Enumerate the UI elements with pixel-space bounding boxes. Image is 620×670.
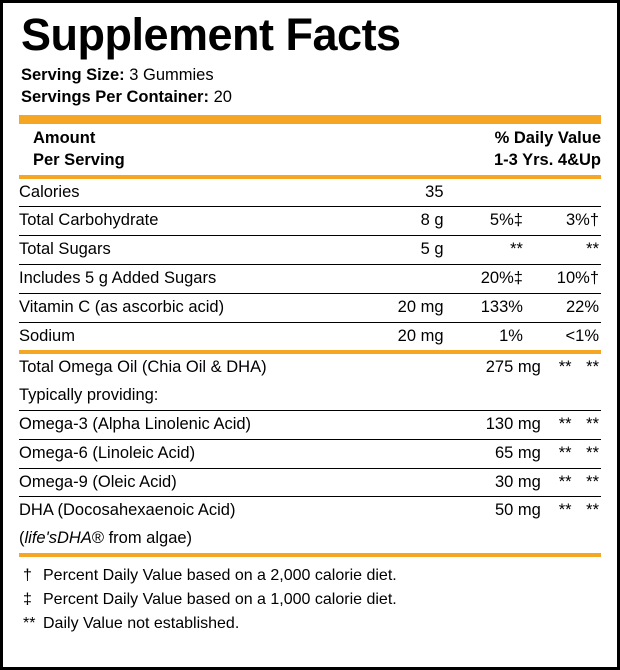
nutrient-dv2: ** [586,472,599,491]
footnote-symbol: ‡ [23,591,32,609]
footnote-item [23,588,601,612]
nutrient-name: Total Carbohydrate [19,211,159,230]
nutrient-amount: 20 mg [397,326,444,345]
dha-source-prefix: ( [19,529,25,548]
nutrient-dv1: ** [558,415,572,434]
serving-size-label: Serving Size: [21,66,125,85]
table-header-row [19,124,601,174]
table-row [19,265,601,293]
dha-source-note [19,525,601,553]
servings-per-container-line [21,86,601,108]
servings-per-container-value: 20 [213,88,232,107]
nutrient-dv2: <1% [565,326,599,345]
table-row [19,294,601,322]
nutrient-dv1: 1% [499,326,523,345]
table-row [19,411,601,439]
nutrient-amount: 50 mg [494,501,541,520]
nutrition-table [19,124,601,174]
nutrient-dv2: 10%† [556,269,599,288]
nutrient-dv2: ** [586,240,599,259]
dha-source-suffix: ® from algae) [91,529,193,548]
table-row [19,323,601,351]
nutrient-amount [363,265,450,293]
nutrient-dv2: ** [586,501,599,520]
divider-thick-top [19,115,601,124]
panel-inner [3,3,617,636]
footnote-item [23,612,601,636]
nutrient-amount [442,382,546,410]
nutrient-rows-table [19,179,601,351]
servings-per-container-label: Servings Per Container: [21,88,209,107]
nutrient-amount: 130 mg [485,415,541,434]
table-row [19,440,601,468]
nutrient-amount: 5 g [420,240,444,259]
nutrient-dv1: ** [510,240,523,259]
nutrient-dv2: 22% [565,297,599,316]
nutrient-dv1: ** [558,443,572,462]
omega-rows-body [19,354,601,553]
nutrient-dv1 [450,179,527,207]
footnote-symbol: ** [23,615,36,633]
nutrition-table-body [19,124,601,174]
nutrient-dv2: ** [586,415,599,434]
nutrient-name: Calories [19,182,80,201]
nutrient-name: Vitamin C (as ascorbic acid) [19,297,225,316]
nutrient-dv1: 20%‡ [480,269,523,288]
nutrient-dv1: ** [558,501,572,520]
nutrient-name: Includes 5 g Added Sugars [19,269,217,288]
footnotes [23,564,601,636]
nutrient-dv2 [527,179,601,207]
table-row [19,382,601,410]
nutrient-amount: 275 mg [485,358,541,377]
footnote-text: Daily Value not established. [43,615,240,633]
amount-header [19,124,308,174]
nutrient-name: Omega-6 (Linoleic Acid) [19,443,196,462]
daily-value-header-line1: % Daily Value [494,129,601,148]
footnote-text: Percent Daily Value based on a 2,000 calorie diet. [43,567,397,585]
nutrient-name: Omega-9 (Oleic Acid) [19,472,177,491]
nutrient-name: DHA (Docosahexaenoic Acid) [19,501,236,520]
nutrient-amount: 30 mg [494,472,541,491]
amount-header-line2: Per Serving [33,150,125,169]
nutrient-amount: 8 g [420,211,444,230]
nutrient-name: Total Sugars [19,240,111,259]
omega-rows-table [19,354,601,553]
nutrient-name: Total Omega Oil (Chia Oil & DHA) [19,358,267,377]
nutrient-amount: 20 mg [397,297,444,316]
nutrient-amount: 65 mg [494,443,541,462]
nutrient-dv1: ** [558,472,572,491]
amount-header-line1: Amount [33,129,96,148]
table-row [19,469,601,497]
nutrient-rows-body [19,179,601,351]
table-row [19,497,601,525]
nutrient-dv2: ** [586,443,599,462]
nutrient-dv2: 3%† [565,211,599,230]
nutrient-name: Omega-3 (Alpha Linolenic Acid) [19,415,252,434]
serving-size-value: 3 Gummies [129,66,214,85]
divider-med-bottom [19,553,601,557]
table-row [19,179,601,207]
serving-size-line [21,64,601,86]
nutrient-dv2 [576,382,601,410]
page-title: Supplement Facts [21,9,401,60]
nutrient-dv1: ** [558,358,572,377]
table-row [19,207,601,235]
dha-source-brand: life'sDHA [24,529,92,548]
table-row [19,236,601,264]
footnote-text: Percent Daily Value based on a 1,000 calorie diet. [43,591,397,609]
nutrient-name: Typically providing: [19,386,159,405]
nutrient-dv1 [547,382,576,410]
nutrient-dv1: 133% [480,297,523,316]
daily-value-header-line2: 1-3 Yrs. 4&Up [494,150,601,169]
nutrient-dv2: ** [586,358,599,377]
table-row [19,354,601,382]
footnote-item [23,564,601,588]
table-row [19,525,601,553]
nutrient-dv1: 5%‡ [489,211,523,230]
nutrient-amount: 35 [425,182,444,201]
daily-value-header [308,124,601,174]
footnote-symbol: † [23,567,32,585]
nutrient-name: Sodium [19,326,75,345]
